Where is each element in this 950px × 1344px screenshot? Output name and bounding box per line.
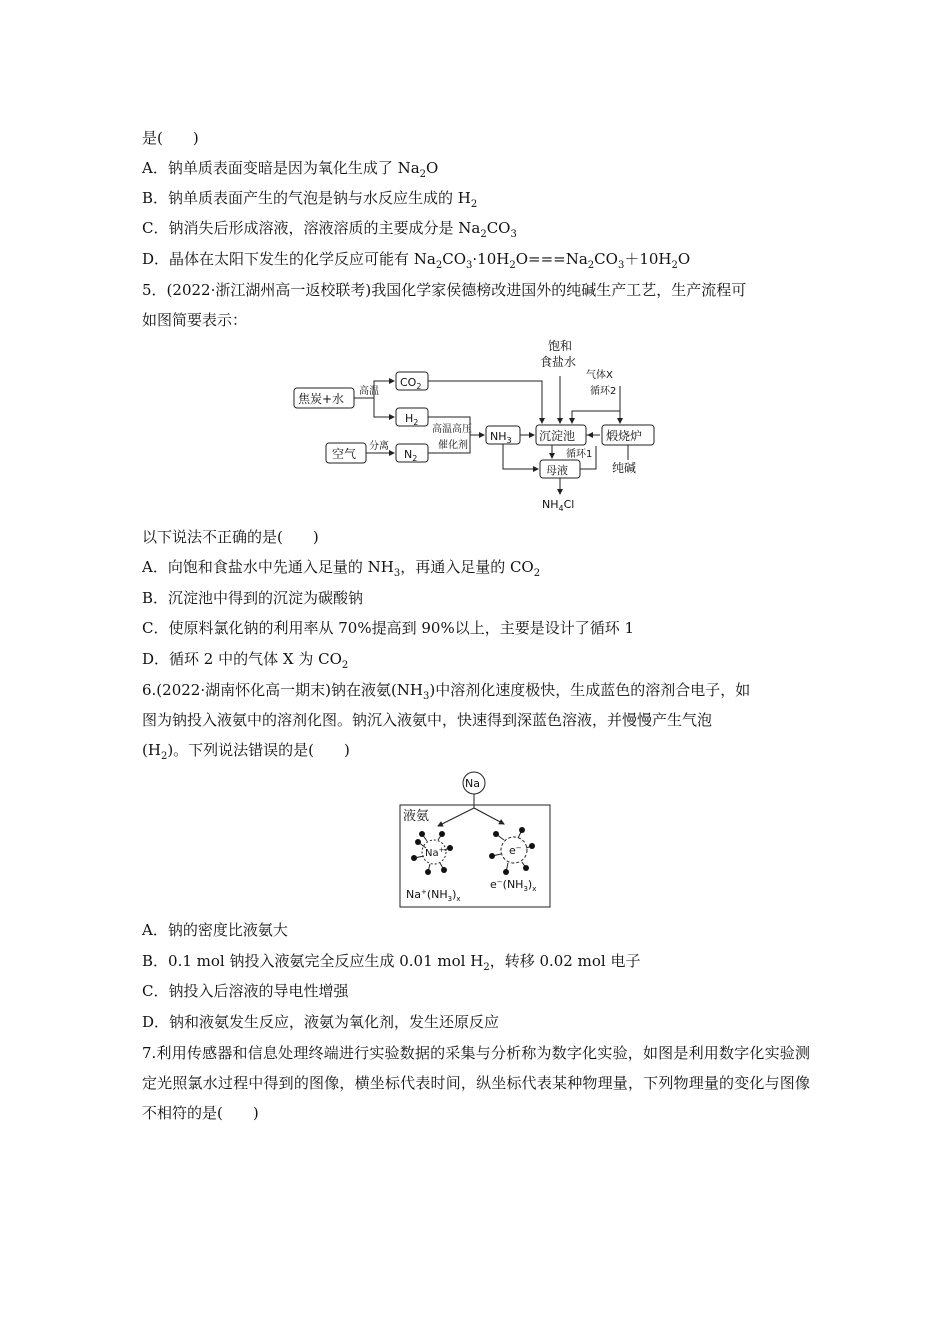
q7-stem: 7.利用传感器和信息处理终端进行实验数据的采集与分析称为数字化实验，如图是利用数字化实验测定光照氯水过程中得到的图像，横坐标代表时间，纵坐标代表某种物理量，下列物理量的变化与图像不相符的是( ) [142,1044,810,1122]
q5-question: 以下说法不正确的是( ) [142,528,319,546]
flow-nh3: $NH_3$ [490,430,512,445]
flow-coal-water: 焦炭+水 [298,392,345,406]
q6-solvation-diagram [398,768,554,910]
q6-option-b: B．0.1 mol 钠投入液氨完全反应生成 0.01 mol $H_2$，转移 0.02 mol 电子 [142,952,641,973]
q6-stem-line3: $(H_2)$。下列说法错误的是( ) [142,741,350,762]
q5-stem-line2: 如图简要表示： [142,311,248,329]
q5-option-d: D．循环 2 中的气体 X 为 $CO_2$ [142,650,349,671]
q6-stem-line2: 图为钠投入液氨中的溶剂化图。钠沉入液氨中，快速得到深蓝色溶液，并慢慢产生气泡 [142,711,713,729]
q4-option-c: C．钠消失后形成溶液，溶液溶质的主要成分是 $Na_2CO_3$ [142,219,517,240]
q6-stem-line1: 6.(2022·湖南怀化高一期末)钠在液氨$(NH_3)$中溶剂化速度极快，生成蓝色的溶剂合电子，如 [142,681,751,702]
flow-brine1: 饱和 [548,339,573,353]
q6-option-a: A．钠的密度比液氨大 [142,921,288,939]
flow-cycle2: 循环2 [590,386,617,397]
flow-cond1: 高温高压 [432,424,472,435]
q4-option-d: D．晶体在太阳下发生的化学反应可能有 $Na_2CO_3\cdot 10H_2O===Na_2CO_3+10H_2O$ [142,250,691,271]
q5-stem-line1: 5．(2022·浙江湖州高一返校联考)我国化学家侯德榜改进国外的纯碱生产工艺，生产流程可 [142,281,747,299]
flow-tank: 沉淀池 [539,429,576,443]
flow-separate: 分离 [369,441,389,452]
q5-option-b: B．沉淀池中得到的沉淀为碳酸钠 [142,589,364,607]
flow-brine2: 食盐水 [540,355,577,369]
flow-cycle1: 循环1 [566,449,593,460]
fig-right-label: $e^-(NH_3)_x$ [490,878,537,893]
flow-n2: $N_2$ [404,448,418,463]
flow-gas-x: 气体X [586,370,613,381]
q5-option-a: A．向饱和食盐水中先通入足量的 $NH_3$，再通入足量的 $CO_2$ [142,558,541,579]
q5-option-c: C．使原料氯化钠的利用率从 70%提高到 90%以上，主要是设计了循环 1 [142,619,635,637]
flow-nh4cl: $NH_4Cl$ [542,498,575,513]
fig-electron: e− [509,844,522,857]
q4-option-a: A．钠单质表面变暗是因为氧化生成了 $Na_2O$ [142,159,439,180]
flow-soda: 纯碱 [612,461,637,475]
fig-left-label: $Na^+(NH_3)_x$ [406,888,461,903]
fig-na-atom: Na [465,777,480,790]
fig-na-ion: Na+ [425,846,445,859]
q6-option-c: C．钠投入后溶液的导电性增强 [142,982,349,1000]
q4-option-b: B．钠单质表面产生的气泡是钠与水反应生成的 $H_2$ [142,189,478,210]
flow-co2: $CO_2$ [400,376,422,391]
flow-mother: 母液 [546,464,568,477]
fig-liquid-nh3: 液氨 [403,809,430,824]
q4-stem-tail: 是( ) [142,129,199,147]
q6-option-d: D．钠和液氨发生反应，液氨为氧化剂，发生还原反应 [142,1013,500,1031]
q5-flow-diagram [290,336,670,516]
flow-air: 空气 [332,447,357,461]
flow-cond2: 催化剂 [438,440,468,451]
flow-h2: $H_2$ [405,412,419,427]
flow-high-temp: 高温 [359,386,379,397]
flow-furnace: 煅烧炉 [606,429,643,443]
